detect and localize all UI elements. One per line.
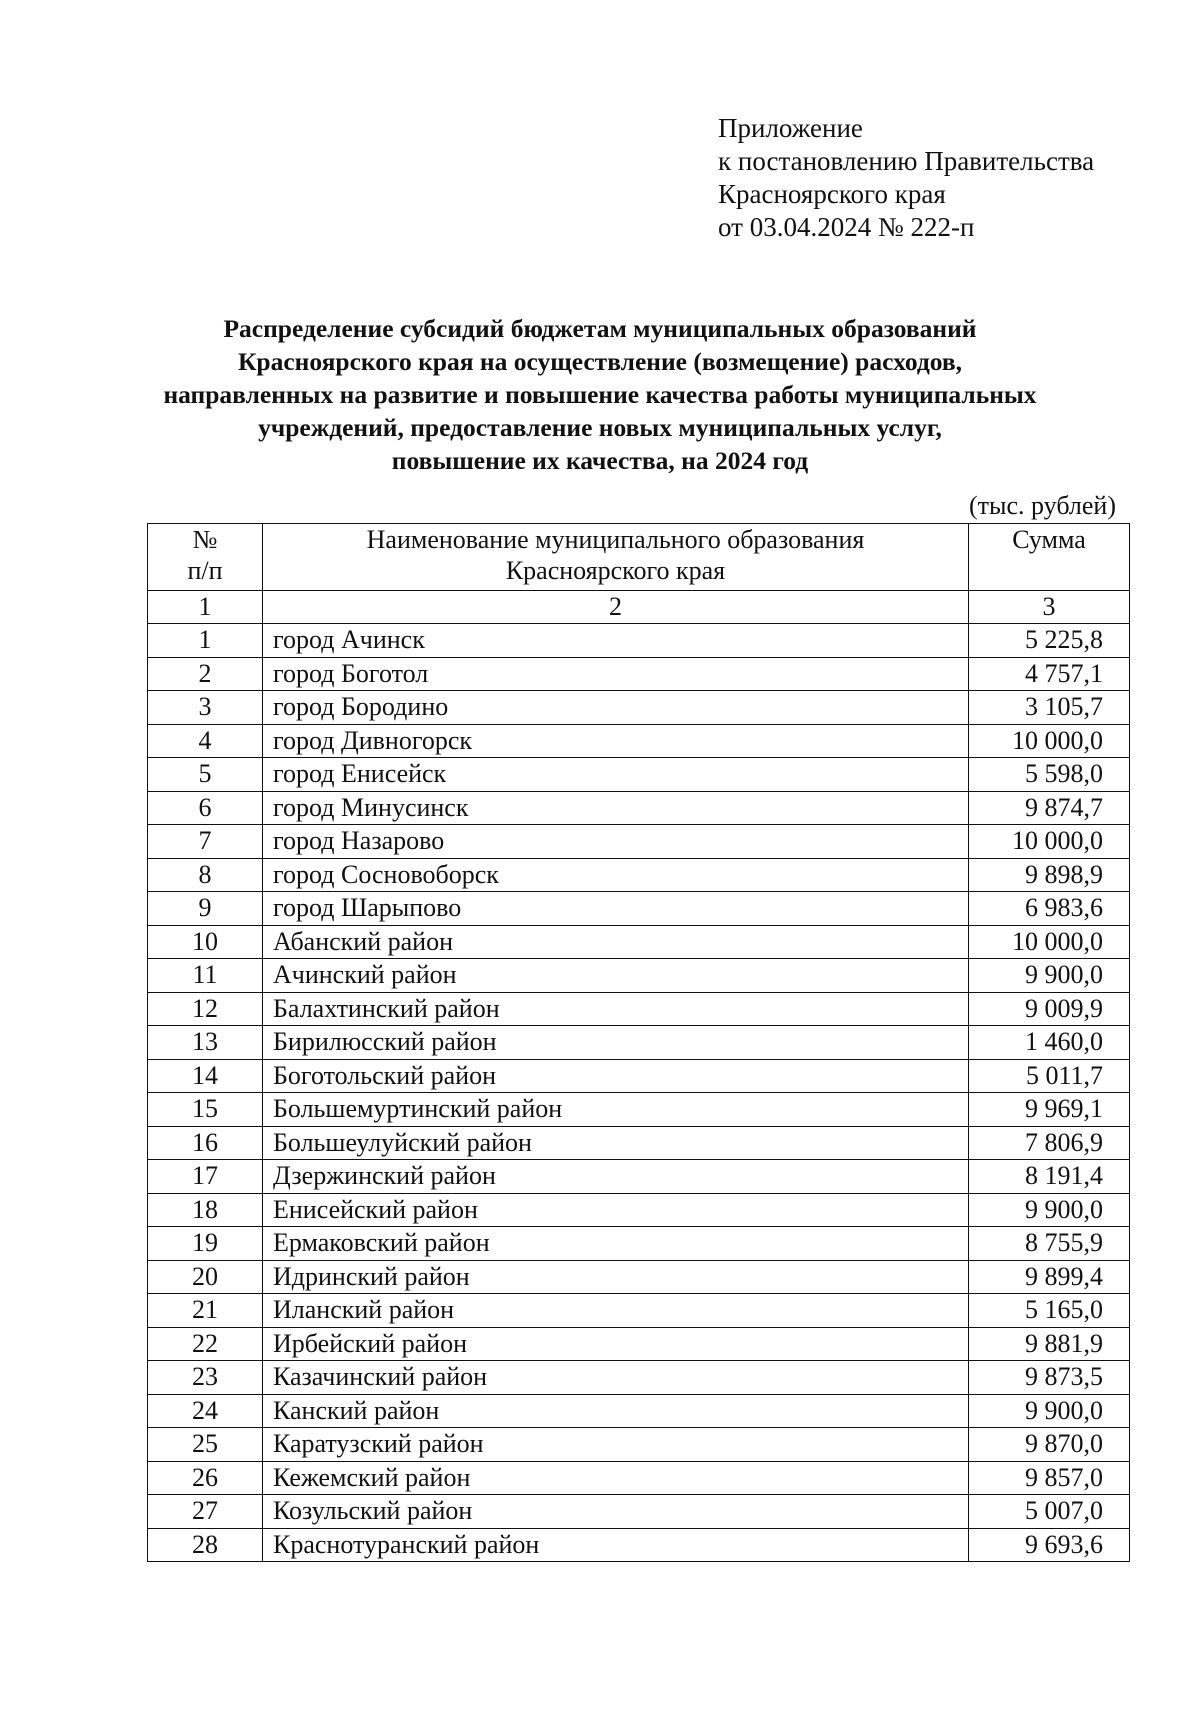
- table-row: [148, 758, 1130, 792]
- row-amount: 7 806,9: [969, 1126, 1130, 1160]
- row-number: 12: [148, 992, 263, 1026]
- table-row: [148, 1126, 1130, 1160]
- appendix-block: [718, 112, 1094, 244]
- table-row: [148, 1227, 1130, 1261]
- row-amount: 9 899,4: [969, 1260, 1130, 1294]
- table-row: [148, 1193, 1130, 1227]
- row-number: 13: [148, 1026, 263, 1060]
- row-municipality: Казачинский район: [263, 1361, 969, 1395]
- row-amount: 6 983,6: [969, 892, 1130, 926]
- row-amount: 8 191,4: [969, 1160, 1130, 1194]
- row-number: 25: [148, 1428, 263, 1462]
- header-sum: Сумма: [969, 524, 1130, 591]
- row-municipality: Ирбейский район: [263, 1327, 969, 1361]
- table-row: [148, 1394, 1130, 1428]
- table-row: [148, 1495, 1130, 1529]
- table-row: [148, 624, 1130, 658]
- row-municipality: Енисейский район: [263, 1193, 969, 1227]
- header-name-line2: Красноярского края: [505, 556, 726, 585]
- row-number: 17: [148, 1160, 263, 1194]
- units-label: (тыс. рублей): [968, 491, 1116, 520]
- row-municipality: город Бородино: [263, 691, 969, 725]
- row-municipality: город Назарово: [263, 825, 969, 859]
- row-amount: 9 969,1: [969, 1093, 1130, 1127]
- row-municipality: Козульский район: [263, 1495, 969, 1529]
- row-municipality: Большемуртинский район: [263, 1093, 969, 1127]
- row-municipality: Большеулуйский район: [263, 1126, 969, 1160]
- row-municipality: Абанский район: [263, 925, 969, 959]
- row-number: 8: [148, 858, 263, 892]
- title-line: Распределение субсидий бюджетам муниципальных образований: [223, 314, 977, 343]
- table-row: [148, 1160, 1130, 1194]
- row-number: 1: [148, 624, 263, 658]
- row-municipality: город Дивногорск: [263, 724, 969, 758]
- row-number: 24: [148, 1394, 263, 1428]
- header-number: [148, 524, 263, 591]
- row-municipality: город Минусинск: [263, 791, 969, 825]
- row-municipality: город Шарыпово: [263, 892, 969, 926]
- title-line: Красноярского края на осуществление (возмещение) расходов,: [237, 347, 963, 376]
- row-number: 4: [148, 724, 263, 758]
- table-row: [148, 1428, 1130, 1462]
- row-number: 19: [148, 1227, 263, 1261]
- row-number: 5: [148, 758, 263, 792]
- row-number: 21: [148, 1294, 263, 1328]
- row-amount: 5 011,7: [969, 1059, 1130, 1093]
- row-municipality: Ачинский район: [263, 959, 969, 993]
- table-row: [148, 959, 1130, 993]
- row-municipality: Боготольский район: [263, 1059, 969, 1093]
- row-amount: 1 460,0: [969, 1026, 1130, 1060]
- appendix-date-number: от 03.04.2024 № 222-п: [718, 212, 975, 242]
- table-row: [148, 657, 1130, 691]
- table-body: [148, 624, 1130, 1562]
- row-municipality: город Боготол: [263, 657, 969, 691]
- row-number: 26: [148, 1461, 263, 1495]
- appendix-resolution: к постановлению Правительства: [718, 146, 1095, 176]
- row-number: 22: [148, 1327, 263, 1361]
- table-row: [148, 1361, 1130, 1395]
- table-row: [148, 925, 1130, 959]
- column-index-row: [148, 591, 1130, 624]
- row-amount: 9 900,0: [969, 1394, 1130, 1428]
- table-header-row: [148, 524, 1130, 591]
- row-amount: 9 874,7: [969, 791, 1130, 825]
- table-row: [148, 1528, 1130, 1562]
- row-number: 18: [148, 1193, 263, 1227]
- row-number: 3: [148, 691, 263, 725]
- row-amount: 9 873,5: [969, 1361, 1130, 1395]
- row-amount: 9 900,0: [969, 959, 1130, 993]
- row-amount: 9 881,9: [969, 1327, 1130, 1361]
- document-title: [100, 312, 1100, 477]
- appendix-label: Приложение: [718, 113, 863, 143]
- header-name: [263, 524, 969, 591]
- row-number: 23: [148, 1361, 263, 1395]
- table-row: [148, 791, 1130, 825]
- row-municipality: Каратузский район: [263, 1428, 969, 1462]
- table-row: [148, 892, 1130, 926]
- row-amount: 10 000,0: [969, 825, 1130, 859]
- row-number: 27: [148, 1495, 263, 1529]
- row-number: 7: [148, 825, 263, 859]
- row-municipality: город Енисейск: [263, 758, 969, 792]
- row-amount: 8 755,9: [969, 1227, 1130, 1261]
- row-number: 2: [148, 657, 263, 691]
- row-amount: 10 000,0: [969, 724, 1130, 758]
- row-number: 6: [148, 791, 263, 825]
- row-municipality: город Ачинск: [263, 624, 969, 658]
- row-amount: 4 757,1: [969, 657, 1130, 691]
- table-row: [148, 1461, 1130, 1495]
- row-municipality: Краснотуранский район: [263, 1528, 969, 1562]
- row-number: 20: [148, 1260, 263, 1294]
- row-amount: 9 857,0: [969, 1461, 1130, 1495]
- row-municipality: Иланский район: [263, 1294, 969, 1328]
- row-amount: 10 000,0: [969, 925, 1130, 959]
- allocation-table: [147, 523, 1130, 1562]
- row-number: 15: [148, 1093, 263, 1127]
- table-row: [148, 858, 1130, 892]
- title-line: учреждений, предоставление новых муниципальных услуг,: [258, 413, 942, 442]
- row-amount: 9 009,9: [969, 992, 1130, 1026]
- header-number-line2: п/п: [187, 556, 223, 585]
- table-row: [148, 825, 1130, 859]
- row-number: 16: [148, 1126, 263, 1160]
- row-amount: 3 105,7: [969, 691, 1130, 725]
- header-name-line1: Наименование муниципального образования: [366, 525, 865, 554]
- row-amount: 5 225,8: [969, 624, 1130, 658]
- row-number: 14: [148, 1059, 263, 1093]
- row-number: 11: [148, 959, 263, 993]
- row-amount: 9 898,9: [969, 858, 1130, 892]
- row-amount: 5 165,0: [969, 1294, 1130, 1328]
- row-municipality: Дзержинский район: [263, 1160, 969, 1194]
- table-row: [148, 1059, 1130, 1093]
- table-row: [148, 1294, 1130, 1328]
- row-municipality: Бирилюсский район: [263, 1026, 969, 1060]
- row-amount: 9 870,0: [969, 1428, 1130, 1462]
- table-row: [148, 724, 1130, 758]
- row-amount: 9 900,0: [969, 1193, 1130, 1227]
- column-index: 3: [969, 591, 1130, 624]
- title-line: направленных на развитие и повышение качества работы муниципальных: [163, 380, 1037, 409]
- table-row: [148, 1327, 1130, 1361]
- table-row: [148, 1260, 1130, 1294]
- table-row: [148, 691, 1130, 725]
- row-number: 10: [148, 925, 263, 959]
- row-municipality: Балахтинский район: [263, 992, 969, 1026]
- table-row: [148, 1026, 1130, 1060]
- header-number-line1: №: [192, 525, 218, 554]
- row-municipality: Кежемский район: [263, 1461, 969, 1495]
- row-municipality: Канский район: [263, 1394, 969, 1428]
- row-municipality: Идринский район: [263, 1260, 969, 1294]
- row-number: 28: [148, 1528, 263, 1562]
- column-index: 2: [263, 591, 969, 624]
- row-amount: 9 693,6: [969, 1528, 1130, 1562]
- row-municipality: Ермаковский район: [263, 1227, 969, 1261]
- row-municipality: город Сосновоборск: [263, 858, 969, 892]
- appendix-region: Красноярского края: [718, 179, 946, 209]
- column-index: 1: [148, 591, 263, 624]
- row-number: 9: [148, 892, 263, 926]
- title-line: повышение их качества, на 2024 год: [391, 446, 809, 475]
- table-row: [148, 1093, 1130, 1127]
- row-amount: 5 598,0: [969, 758, 1130, 792]
- row-amount: 5 007,0: [969, 1495, 1130, 1529]
- table-row: [148, 992, 1130, 1026]
